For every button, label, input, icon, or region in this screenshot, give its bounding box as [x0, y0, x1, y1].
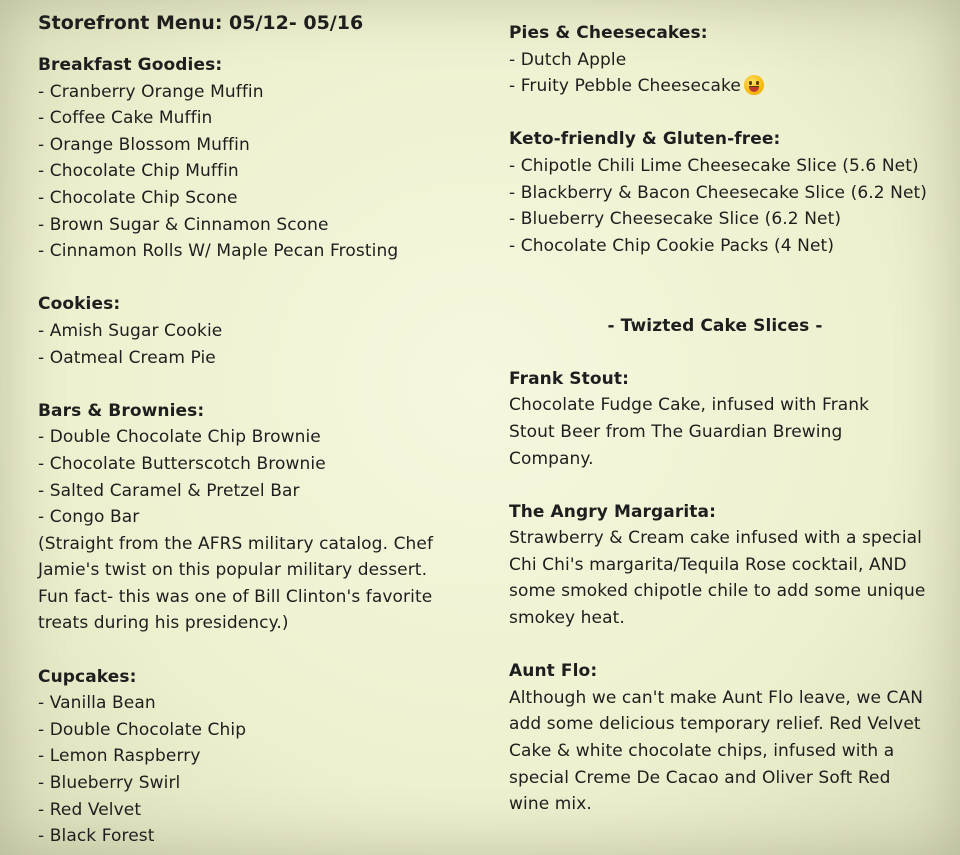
list-item: - Oatmeal Cream Pie [38, 347, 216, 368]
list-item: - Lemon Raspberry [38, 746, 201, 767]
list-item-text: - Fruity Pebble Cheesecake [509, 76, 741, 97]
cupcakes-heading: Cupcakes: [38, 666, 137, 687]
list-item: - Dutch Apple [509, 49, 627, 70]
list-item: - Cranberry Orange Muffin [38, 81, 264, 102]
list-item: - Chocolate Chip Cookie Packs (4 Net) [509, 235, 835, 256]
right-column [509, 20, 949, 818]
menu-title: Storefront Menu: 05/12- 05/16 [38, 12, 364, 34]
description-line: Strawberry & Cream cake infused with a special [509, 528, 922, 549]
list-item: - Brown Sugar & Cinnamon Scone [38, 214, 329, 235]
description-line: smokey heat. [509, 608, 625, 629]
list-item: - Chocolate Chip Muffin [38, 161, 239, 182]
bars-note-line: Jamie's twist on this popular military dessert. [38, 560, 428, 581]
list-item: - Amish Sugar Cookie [38, 320, 223, 341]
margarita-heading: The Angry Margarita: [509, 501, 716, 522]
list-item: - Double Chocolate Chip [38, 719, 247, 740]
description-line: Stout Beer from The Guardian Brewing [509, 421, 843, 442]
list-item: - Blueberry Swirl [38, 773, 181, 794]
description-line: wine mix. [509, 794, 592, 815]
list-item: - Red Velvet [38, 799, 142, 820]
bars-heading: Bars & Brownies: [38, 400, 205, 421]
keto-heading: Keto-friendly & Gluten-free: [509, 129, 781, 150]
list-item: - Blackberry & Bacon Cheesecake Slice (6.2 Net) [509, 182, 928, 203]
frank-heading: Frank Stout: [509, 368, 629, 389]
cookies-heading: Cookies: [38, 294, 121, 315]
list-item: - Chocolate Chip Scone [38, 187, 238, 208]
description-line: Although we can't make Aunt Flo leave, we CAN [509, 687, 924, 708]
description-line: Chocolate Fudge Cake, infused with Frank [509, 395, 870, 416]
bars-note-line: Fun fact- this was one of Bill Clinton's favorite [38, 586, 433, 607]
flo-heading: Aunt Flo: [509, 661, 598, 682]
breakfast-heading: Breakfast Goodies: [38, 55, 223, 75]
pies-heading: Pies & Cheesecakes: [509, 23, 708, 43]
list-item: - Vanilla Bean [38, 693, 156, 714]
description-line: Cake & white chocolate chips, infused with a [509, 741, 895, 762]
description-line: Chi Chi's margarita/Tequila Rose cocktail, AND [509, 554, 907, 575]
list-item: - Blueberry Cheesecake Slice (6.2 Net) [509, 209, 842, 230]
list-item: - Chocolate Butterscotch Brownie [38, 453, 326, 474]
description-line: some smoked chipotle chile to add some unique [509, 581, 926, 602]
description-line: add some delicious temporary relief. Red Velvet [509, 714, 921, 735]
list-item: - Chipotle Chili Lime Cheesecake Slice (5.6 Net) [509, 155, 919, 176]
list-item [509, 73, 949, 100]
left-column [38, 10, 478, 850]
list-item: - Coffee Cake Muffin [38, 108, 213, 129]
description-line: special Creme De Cacao and Oliver Soft Red [509, 767, 891, 788]
list-item: - Salted Caramel & Pretzel Bar [38, 480, 300, 501]
twizted-heading: - Twizted Cake Slices - [607, 315, 823, 336]
bars-note-line: treats during his presidency.) [38, 613, 289, 634]
list-item: - Orange Blossom Muffin [38, 134, 250, 155]
list-item: - Cinnamon Rolls W/ Maple Pecan Frosting [38, 241, 399, 262]
grinning-face-emoji-icon [744, 75, 764, 95]
description-line: Company. [509, 448, 594, 469]
list-item: - Double Chocolate Chip Brownie [38, 427, 321, 448]
list-item: - Black Forest [38, 826, 155, 847]
bars-note-line: (Straight from the AFRS military catalog. Chef [38, 533, 434, 554]
list-item: - Congo Bar [38, 507, 140, 528]
